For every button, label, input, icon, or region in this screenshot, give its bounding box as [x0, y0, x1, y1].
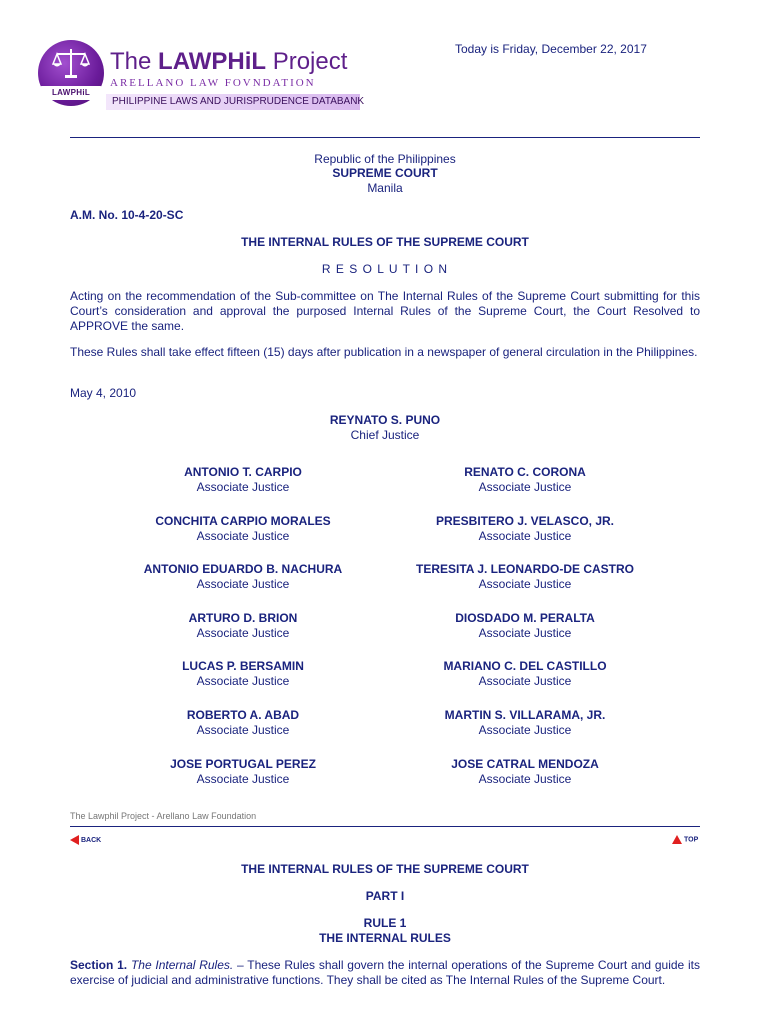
tagline: PHILIPPINE LAWS AND JURISPRUDENCE DATABANK	[112, 96, 365, 107]
justice-name: JOSE CATRAL MENDOZA	[451, 757, 599, 771]
top-label: TOP	[684, 836, 699, 844]
part-heading: PART I	[365, 889, 405, 903]
court-label: SUPREME COURT	[332, 166, 438, 180]
left-arrow-icon	[70, 835, 79, 845]
justice-name: MARTIN S. VILLARAMA, JR.	[444, 708, 606, 722]
header-divider	[70, 137, 700, 138]
justice-title: Associate Justice	[478, 723, 572, 737]
justice-name: ANTONIO T. CARPIO	[184, 465, 302, 479]
justice-title: Associate Justice	[478, 772, 572, 786]
justice-title: Associate Justice	[196, 480, 290, 494]
back-label: BACK	[81, 836, 102, 844]
justice-title: Associate Justice	[196, 626, 290, 640]
section-label: Section 1.	[70, 958, 128, 972]
justice-title: Associate Justice	[478, 529, 572, 543]
brand-name: LAWPHiL	[158, 48, 267, 75]
rule-heading: RULE 1	[363, 916, 407, 930]
justice-name: CONCHITA CARPIO MORALES	[155, 514, 331, 528]
justice-title: Associate Justice	[478, 480, 572, 494]
footer-credit: The Lawphil Project - Arellano Law Foundation	[70, 811, 257, 821]
justice-name: TERESITA J. LEONARDO-DE CASTRO	[415, 562, 634, 576]
footer-divider	[70, 826, 700, 827]
logo-badge: LAWPHiL	[40, 86, 102, 100]
justice-title: Associate Justice	[196, 529, 290, 543]
justice-title: Associate Justice	[196, 772, 290, 786]
republic-label: Republic of the Philippines	[314, 152, 456, 166]
justice-title: Associate Justice	[196, 723, 290, 737]
brand-project: Project	[266, 48, 348, 75]
top-link[interactable]	[672, 835, 698, 844]
back-link[interactable]	[70, 835, 101, 845]
justice-name: JOSE PORTUGAL PEREZ	[170, 757, 316, 771]
justice-name: ARTURO D. BRION	[188, 611, 298, 625]
brand-title[interactable]	[110, 48, 347, 76]
up-arrow-icon	[672, 835, 682, 844]
justice-name: PRESBITERO J. VELASCO, JR.	[435, 514, 615, 528]
resolution-date: May 4, 2010	[70, 386, 137, 400]
foundation-name: ARELLANO LAW FOVNDATION	[110, 77, 316, 89]
justice-name: ANTONIO EDUARDO B. NACHURA	[143, 562, 343, 576]
justice-name: RENATO C. CORONA	[464, 465, 586, 479]
justice-title: Associate Justice	[478, 674, 572, 688]
justice-title: Associate Justice	[478, 577, 572, 591]
section-text: – These Rules shall govern the internal operations of the Supreme Court and guide its exercise of judicial and administrative functions. They shall be cited as The Internal Rules of the Supreme Court.	[70, 958, 700, 987]
chief-justice-title: Chief Justice	[350, 428, 420, 442]
resolution-paragraph-1: Acting on the recommendation of the Sub-committee on The Internal Rules of the Supreme Court submitting for this Court’s consideration and approval the purposed Internal Rules of the Supreme Court, the Court Resolved to APPROVE the same.	[70, 289, 700, 333]
section-1	[70, 958, 700, 988]
rules-title: THE INTERNAL RULES OF THE SUPREME COURT	[241, 862, 529, 876]
brand-the: The	[110, 48, 159, 75]
case-number: A.M. No. 10-4-20-SC	[70, 208, 184, 222]
justice-name: MARIANO C. DEL CASTILLO	[443, 659, 607, 673]
justice-name: LUCAS P. BERSAMIN	[182, 659, 304, 673]
resolution-heading: R E S O L U T I O N	[321, 262, 449, 276]
chief-justice-name: REYNATO S. PUNO	[329, 413, 441, 427]
resolution-paragraph-2: These Rules shall take effect fifteen (15) days after publication in a newspaper of general circulation in the Philippines.	[70, 345, 698, 359]
justice-title: Associate Justice	[196, 674, 290, 688]
scales-of-justice-icon	[52, 46, 90, 80]
document-title: THE INTERNAL RULES OF THE SUPREME COURT	[241, 235, 529, 249]
justice-name: ROBERTO A. ABAD	[186, 708, 300, 722]
justice-title: Associate Justice	[196, 577, 290, 591]
justice-title: Associate Justice	[478, 626, 572, 640]
rule-title: THE INTERNAL RULES	[319, 931, 451, 945]
justice-name: DIOSDADO M. PERALTA	[455, 611, 595, 625]
city-label: Manila	[367, 181, 403, 195]
section-heading: The Internal Rules.	[130, 958, 234, 972]
today-date: Today is Friday, December 22, 2017	[455, 42, 647, 56]
